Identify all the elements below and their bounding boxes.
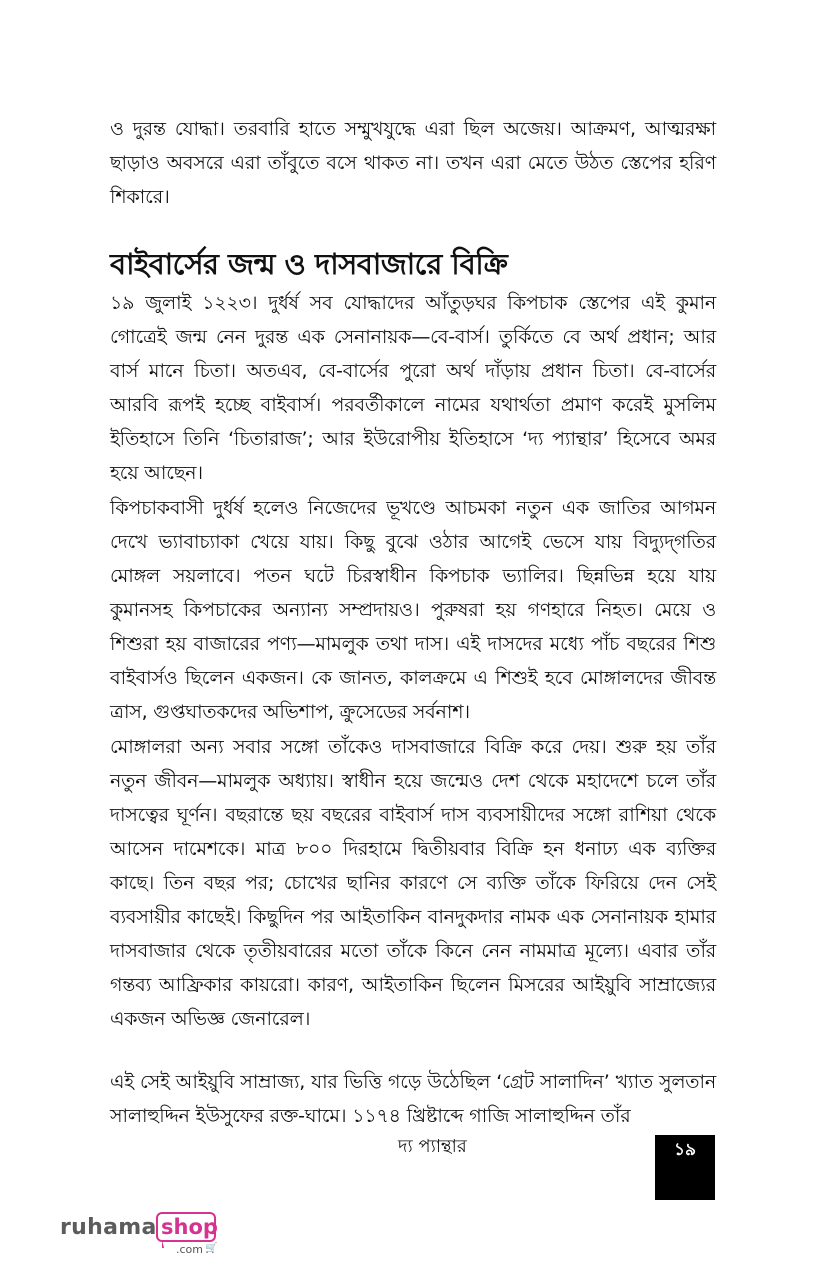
- paragraph-ayyubid-empire: এই সেই আইয়ুবি সাম্রাজ্য, যার ভিত্তি গড়ে উঠেছিল ‘গ্রেট সালাদিন’ খ্যাত সুলতান সালাহুদ্দিন ইউসুফের রক্ত-ঘামে। ১১৭৪ খ্রিষ্টাব্দে গাজি সালাহুদ্দিন তাঁর: [110, 1071, 716, 1127]
- page-body: [110, 112, 716, 1133]
- running-footer-title: দ্য প্যান্থার: [398, 1136, 467, 1157]
- cart-icon: 🛒: [205, 1243, 218, 1254]
- logo-brand-primary: ruhama: [60, 1215, 157, 1240]
- paragraph-intro-continuation: ও দুরন্ত যোদ্ধা। তরবারি হাতে সম্মুখযুদ্ধে এরা ছিল অজেয়। আক্রমণ, আত্মরক্ষা ছাড়াও অবসরে এরা তাঁবুতে বসে থাকত না। তখন এরা মেতে উঠত স্তেপের হরিণ শিকারে।: [110, 118, 716, 208]
- paragraph-mongol-invasion: কিপচাকবাসী দুর্ধর্ষ হলেও নিজেদের ভূখণ্ডে আচমকা নতুন এক জাতির আগমন দেখে ভ্যাবাচ্যাকা খেয়ে যায়। কিছু বুঝে ওঠার আগেই ভেসে যায় বিদ্যুদ্‌গতির মোঙ্গল সয়লাবে। পতন ঘটে চিরস্বাধীন কিপচাক ভ্যালির। ছিন্নভিন্ন হয়ে যায় কুমানসহ কিপচাকের অন্যান্য সম্প্রদায়ও। পুরুষরা হয় গণহারে নিহত। মেয়ে ও শিশুরা হয় বাজারের পণ্য—মামলুক তথা দাস। এই দাসদের মধ্যে পাঁচ বছরের শিশু বাইবার্সও ছিলেন একজন। কে জানত, কালক্রমে এ শিশুই হবে মোঙ্গালদের জীবন্ত ত্রাস, গুপ্তঘাতকদের অভিশাপ, ক্রুসেডের সর্বনাশ।: [110, 497, 716, 723]
- page-number: ১৯: [673, 1140, 697, 1160]
- section-heading: বাইবার্সের জন্ম ও দাসবাজারে বিক্রি: [110, 247, 508, 281]
- logo-domain-suffix: .com: [176, 1243, 203, 1256]
- ruhamashop-watermark-logo: [60, 1212, 230, 1260]
- logo-brand-secondary: shop: [161, 1215, 218, 1239]
- paragraph-birth: ১৯ জুলাই ১২২৩। দুর্ধর্ষ সব যোদ্ধাদের আঁতুড়ঘর কিপচাক স্তেপের এই কুমান গোত্রেই জন্ম নেন দুরন্ত এক সেনানায়ক—বে-বার্স। তুর্কিতে বে অর্থ প্রধান; আর বার্স মানে চিতা। অতএব, বে-বার্সের পুরো অর্থ দাঁড়ায় প্রধান চিতা। বে-বার্সের আরবি রূপই হচ্ছে বাইবার্স। পরবর্তীকালে নামের যথার্থতা প্রমাণ করেই মুসলিম ইতিহাসে তিনি ‘চিতারাজ’; আর ইউরোপীয় ইতিহাসে ‘দ্য প্যান্থার’ হিসেবে অমর হয়ে আছেন।: [110, 292, 716, 484]
- bubble-tail-shape: [162, 1240, 164, 1248]
- speech-bubble-icon: [156, 1212, 216, 1242]
- paragraph-slave-market: মোঙ্গালরা অন্য সবার সঙ্গো তাঁকেও দাসবাজারে বিক্রি করে দেয়। শুরু হয় তাঁর নতুন জীবন—মামলুক অধ্যায়। স্বাধীন হয়ে জন্মেও দেশ থেকে মহাদেশে চলে তাঁর দাসত্বের ঘূর্ণন। বছরান্তে ছয় বছরের বাইবার্স দাস ব্যবসায়ীদের সঙ্গো রাশিয়া থেকে আসেন দামেশকে। মাত্র ৮০০ দিরহামে দ্বিতীয়বার বিক্রি হন ধনাঢ্য এক ব্যক্তির কাছে। তিন বছর পর; চোখের ছানির কারণে সে ব্যক্তি তাঁকে ফিরিয়ে দেন সেই ব্যবসায়ীর কাছেই। কিছুদিন পর আইতাকিন বানদুকদার নামক এক সেনানায়ক হামার দাসবাজার থেকে তৃতীয়বারের মতো তাঁকে কিনে নেন নামমাত্র মূল্যে। এবার তাঁর গন্তব্য আফ্রিকার কায়রো। কারণ, আইতাকিন ছিলেন মিসরের আইয়ুবি সাম্রাজ্যের একজন অভিজ্ঞ জেনারেল।: [110, 736, 716, 1030]
- page-number-box: [655, 1135, 715, 1200]
